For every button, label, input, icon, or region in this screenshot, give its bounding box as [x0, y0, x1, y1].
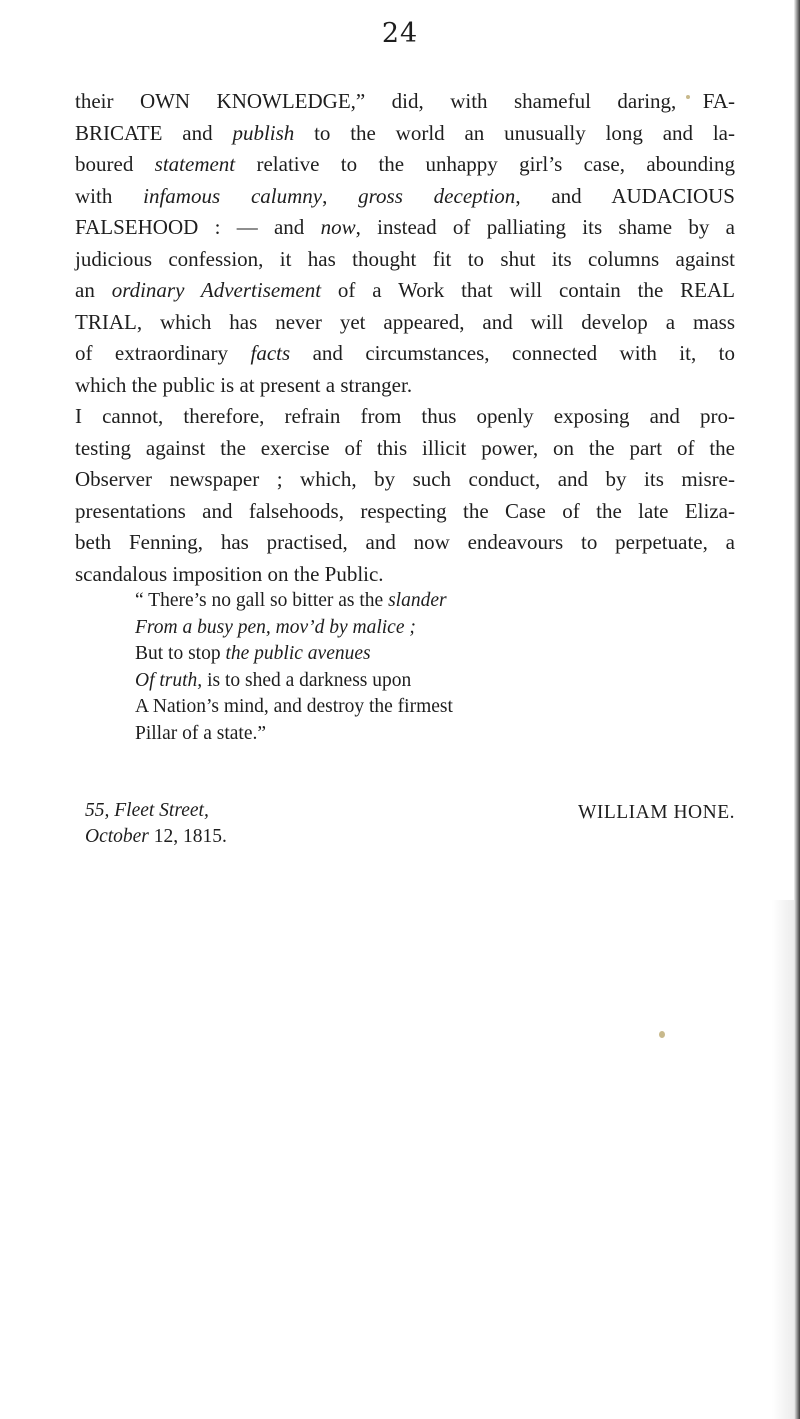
text-line: testing against the exercise of this illicit power, on the part of the	[75, 435, 735, 460]
text-line: which the public is at present a stranger.	[75, 372, 413, 397]
text-line: their OWN KNOWLEDGE,” did, with shameful daring, FA-	[75, 89, 736, 113]
verse-line: Of truth, is to shed a darkness upon	[135, 669, 412, 691]
address: 55, Fleet Street,	[85, 800, 209, 821]
verse-line: From a busy pen, mov’d by malice ;	[135, 616, 416, 638]
text-line: of extraordinary facts and circumstances, connected with it, to	[75, 341, 735, 365]
address-and-date	[85, 798, 227, 850]
verse-line: Pillar of a state.”	[135, 722, 267, 744]
main-text	[75, 86, 735, 590]
author-name: WILLIAM HONE.	[577, 802, 735, 823]
page-number: 24	[381, 18, 419, 49]
paper-speck	[659, 1031, 665, 1038]
verse-line: But to stop the public avenues	[135, 643, 371, 664]
text-line: judicious confession, it has thought fit to shut its columns against	[75, 246, 735, 271]
text-line: an ordinary Advertisement of a Work that will contain the REAL	[75, 278, 736, 302]
text-line: TRIAL, which has never yet appeared, and will develop a mass	[75, 309, 735, 334]
text-line: BRICATE and publish to the world an unusually long and la-	[75, 120, 735, 145]
date: October 12, 1815.	[85, 826, 227, 847]
verse-line: “ There’s no gall so bitter as the slander	[135, 590, 447, 611]
text-line: beth Fenning, has practised, and now endeavours to perpetuate, a	[75, 530, 735, 554]
page-edge-shade	[772, 900, 794, 1419]
text-line: presentations and falsehoods, respecting the Case of the late Eliza-	[75, 498, 735, 523]
text-line: scandalous imposition on the Public.	[75, 561, 384, 586]
page-edge-shadow	[794, 0, 800, 1419]
verse-quotation	[135, 588, 615, 747]
verse-line: A Nation’s mind, and destroy the firmest	[135, 696, 453, 717]
text-line: FALSEHOOD : — and now, instead of palliating its shame by a	[75, 215, 735, 239]
text-line: I cannot, therefore, refrain from thus openly exposing and pro-	[75, 404, 735, 428]
text-line: boured statement relative to the unhappy girl’s case, abounding	[75, 152, 735, 176]
text-line: with infamous calumny, gross deception, and AUDACIOUS	[75, 183, 735, 208]
text-line: Observer newspaper ; which, by such conduct, and by its misre-	[75, 467, 735, 491]
signature-block	[85, 798, 735, 850]
